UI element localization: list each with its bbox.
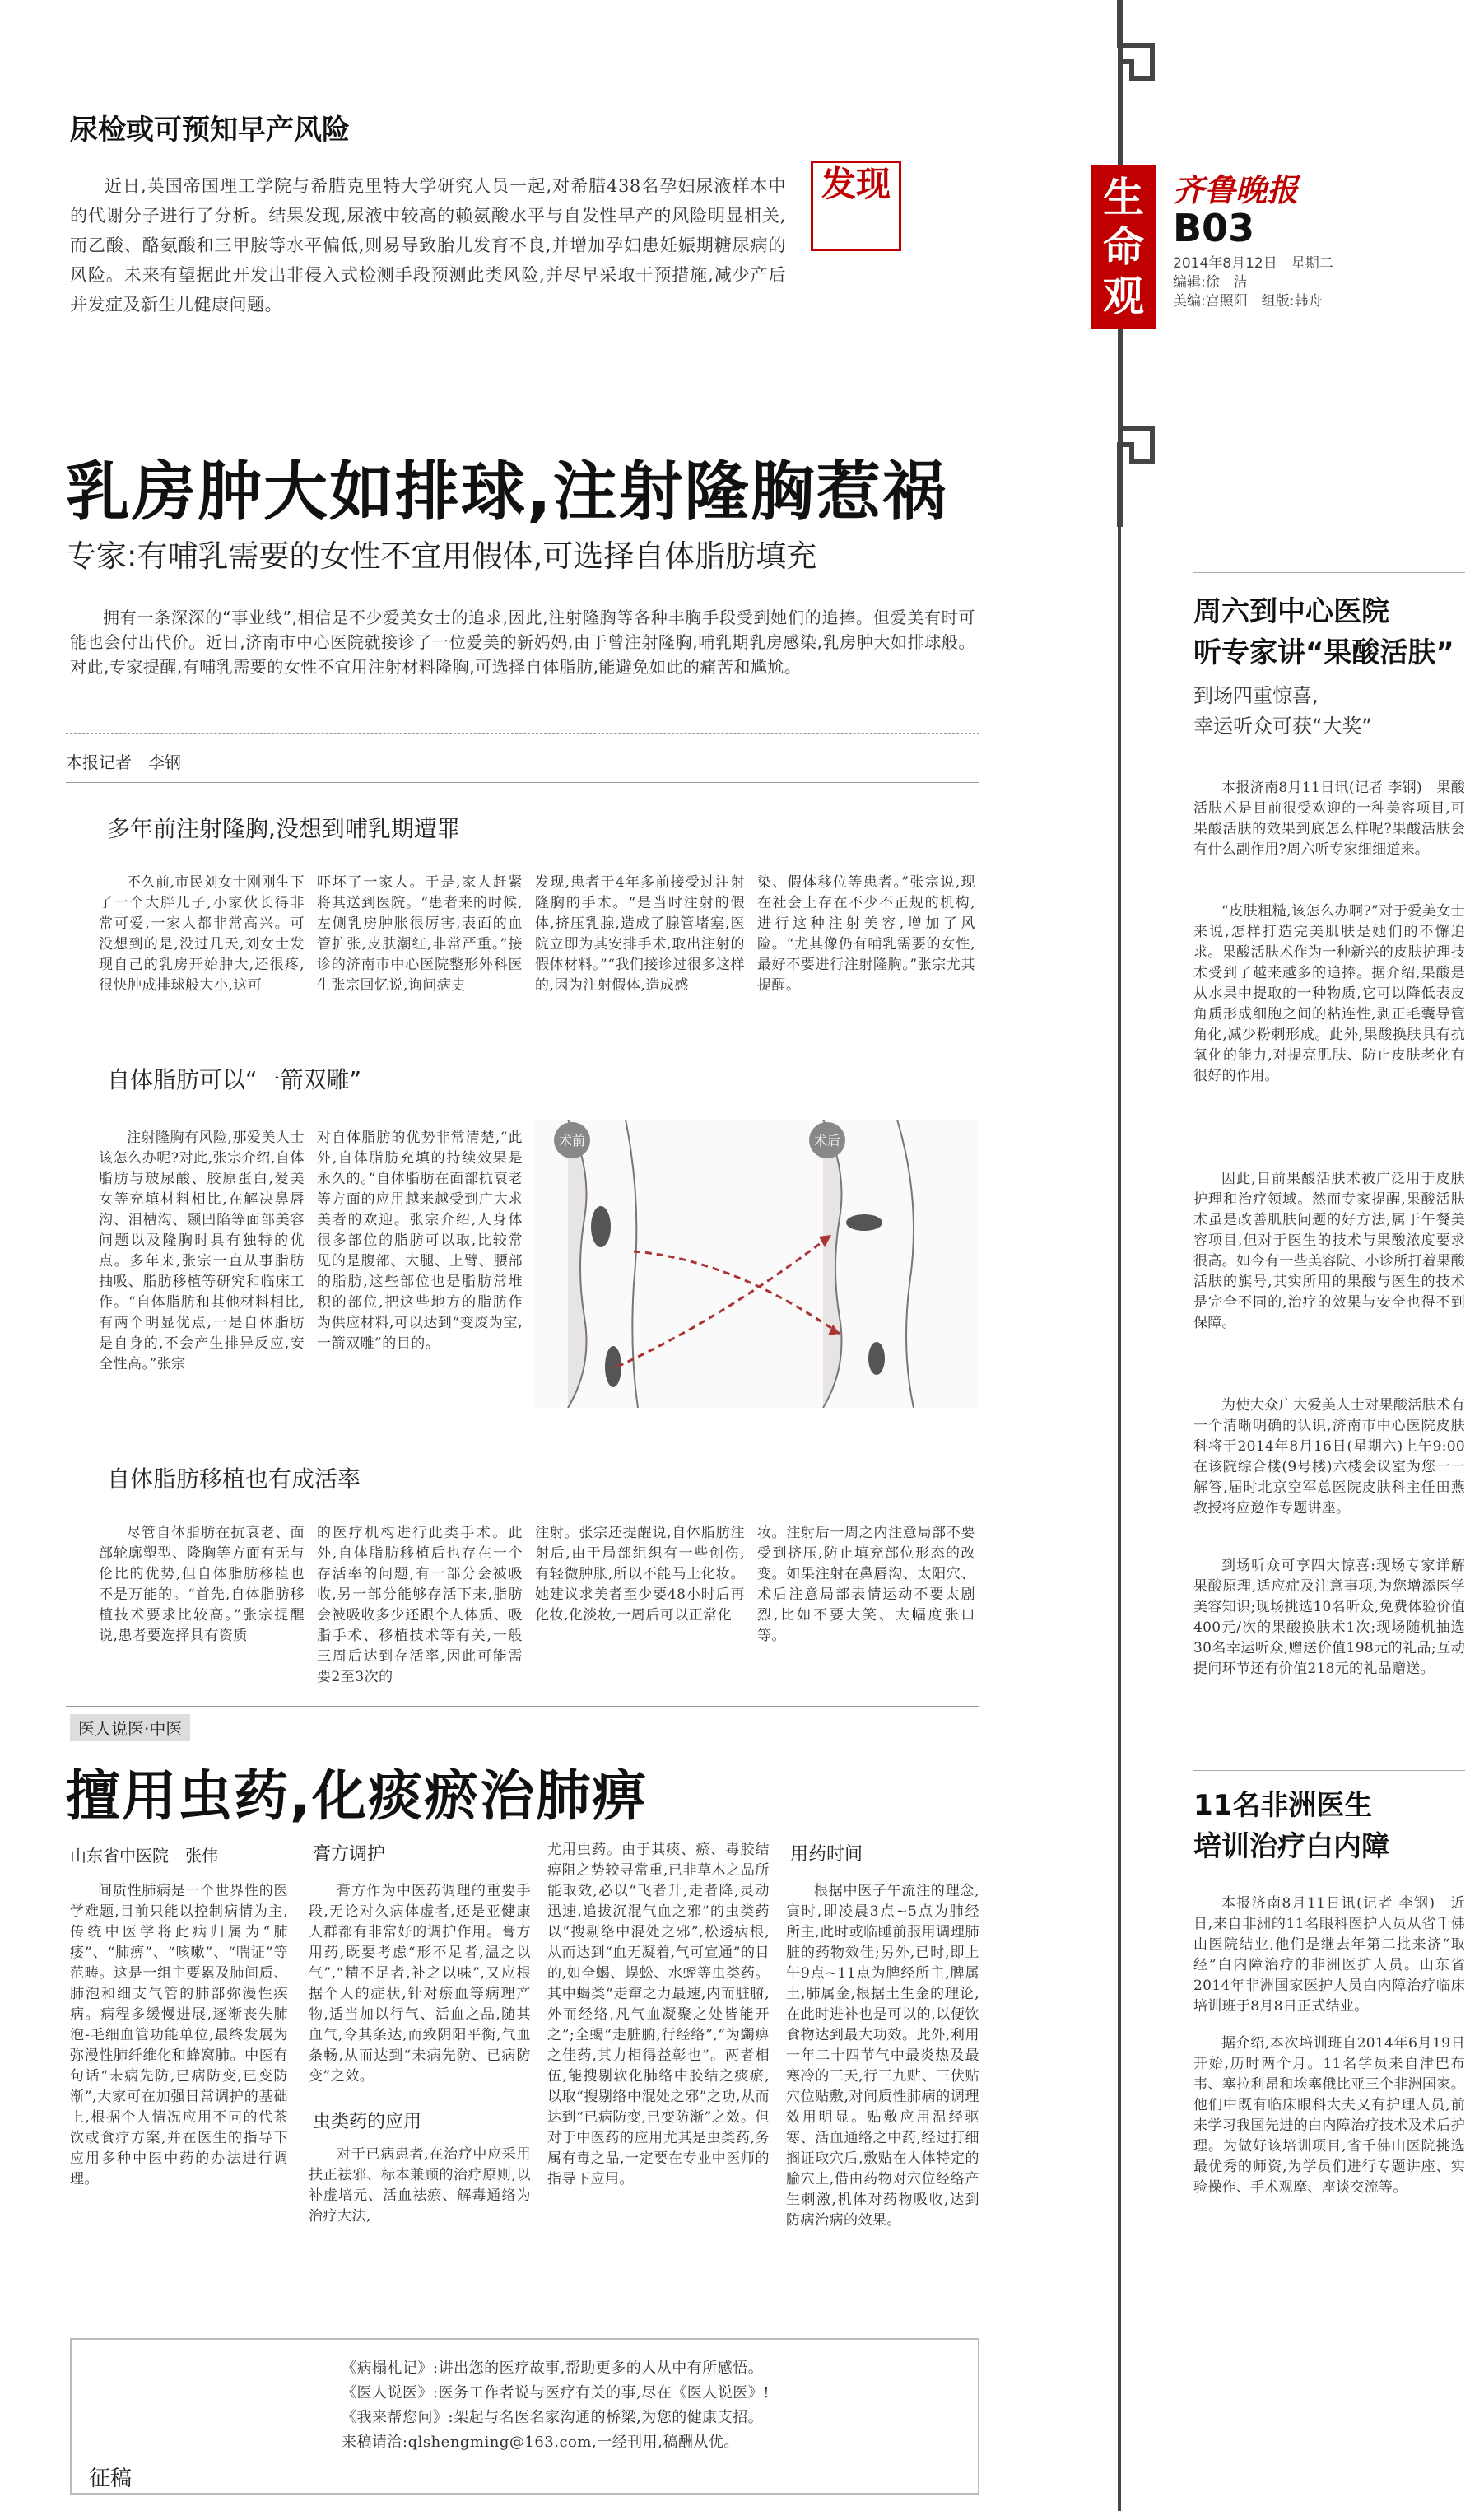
main-byline: 本报记者 李钢 <box>66 752 181 772</box>
section3-col1: 尽管自体脂肪在抗衰老、面部轮廓塑型、隆胸等方面有无与伦比的优势,但自体脂肪移植也不是万能的。“首先,自体脂肪移植技术要求比较高。”张宗提醒说,患者要选择具有资质 <box>99 1525 305 1644</box>
right1-body3: 因此,目前果酸活肤术被广泛用于皮肤护理和治疗领域。然而专家提醒,果酸活肤术虽是改善肌肤问题的好方法,属于午餐美容项目,但对于医生的技术与果酸浓度要求很高。如今有一些美容院、小诊所打着果酸活肤的旗号,其实所用的果酸与医生的技术是完全不同的,治疗的效果与安全也得不到保障。 <box>1193 1171 1465 1331</box>
call-line4: 来稿请洽:qlshengming@163.com,一经刊用,稿酬从优。 <box>342 2434 739 2451</box>
call-line3: 《我来帮您问》:架起与名医名家沟通的桥梁,为您的健康支招。 <box>342 2409 764 2426</box>
tcm-col1: 间质性肺病是一个世界性的医学难题,目前只能以控制病情为主,传统中医学将此病归属为“肺痿”、“肺痹”、“咳嗽”、“喘证”等范畴。这是一组主要累及肺间质、肺泡和细支气管的肺部弥漫性疾病。病程多缓慢进展,逐渐丧失肺泡-毛细血管功能单位,最终发展为弥漫性肺纤维化和蜂窝肺。中医有句话“未病先防,已病防变,已变防渐”,大家可在加强日常调护的基础上,根据个人情况应用不同的代茶饮或食疗方案,并在医生的指导下应用多种中医中药的办法进行调理。 <box>70 1883 288 2187</box>
divider <box>66 1706 979 1707</box>
tcm-subhead-timing: 用药时间 <box>790 1844 863 1865</box>
section2-col1: 注射隆胸有风险,那爱美人士该怎么办呢?对此,张宗介绍,自体脂肪与玻尿酸、胶原蛋白,爱美女等充填材料相比,在解决鼻唇沟、泪槽沟、颞凹陷等面部美容问题以及隆胸时具有独特的优点。多年来,张宗一直从事脂肪抽吸、脂肪移植等研究和临床工作。“自体脂肪和其他材料相比,有两个明显优点,一是自体脂肪是自身的,不会产生排异反应,安全性高。”张宗 <box>99 1130 305 1372</box>
section3-col3: 注射。张宗还提醒说,自体脂肪注射后,由于局部组织有一些创伤,有轻微肿胀,所以不能马上化妆。她建议求美者至少要48小时后再化妆,化淡妆,一周后可以正常化 <box>535 1525 745 1624</box>
page-number: B03 <box>1173 206 1255 250</box>
section1-col3: 发现,患者于4年多前接受过注射隆胸的手术。“是当时注射的假体,挤压乳腺,造成了腺管堵塞,医院立即为其安排手术,取出注射的假体材料。”“我们接诊过很多这样的,因为注射假体,造成感 <box>535 874 745 994</box>
tcm-tag: 医人说医·中医 <box>70 1714 190 1741</box>
section1-title: 多年前注射隆胸,没想到哺乳期遭罪 <box>107 815 460 842</box>
main-headline: 乳房肿大如排球,注射隆胸惹祸 <box>66 455 948 529</box>
discovery-tag: 发现 <box>821 164 891 204</box>
tcm-col4: 尤用虫药。由于其痰、瘀、毒胶结痹阻之势较寻常重,已非草木之品所能取效,必以“飞者升,走者降,灵动迅速,追拔沉混气血之邪”的虫类药以“搜剔络中混处之邪”,松透病根,从而达到“血无凝着,气可宣通”的目的,如全蝎、蜈蚣、水蛭等虫类药。其中蝎类“走窜之力最速,内而脏腑,外而经络,凡气血凝聚之处皆能开之”;全蝎“走脏腑,行经络”,“为蠲痹之佳药,其力相得益彰也”。两者相伍,能搜剔软化肺络中胶结之痰瘀,以取“搜剔络中混处之邪”之功,从而达到“已病防变,已变防渐”之效。但对于中医药的应用尤其是虫类药,务属有毒之品,一定要在专业中医师的指导下应用。 <box>547 1842 770 2187</box>
right1-body1: 本报济南8月11日讯(记者 李钢) 果酸活肤术是目前很受欢迎的一种美容项目,可果酸活肤的效果到底怎么样呢?果酸活肤会有什么副作用?周六听专家细细道来。 <box>1193 780 1465 858</box>
call-line1: 《病榻札记》:讲出您的医疗故事,帮助更多的人从中有所感悟。 <box>342 2360 764 2377</box>
right2-title-line1: 11名非洲医生 <box>1193 1789 1373 1822</box>
section1-col1: 不久前,市民刘女士刚刚生下了一个大胖儿子,小家伙长得非常可爱,一家人都非常高兴。可没想到的是,没过几天,刘女士发现自己的乳房开始肿大,还很疼,很快肿成排球般大小,这可 <box>99 874 305 994</box>
section1-col4: 染、假体移位等患者。”张宗说,现在社会上存在不少不正规的机构,进行这种注射美容,增加了风险。“尤其像仍有哺乳需要的女性,最好不要进行注射隆胸。”张宗尤其提醒。 <box>757 874 975 994</box>
main-subhead: 专家:有哺乳需要的女性不宜用假体,可选择自体脂肪填充 <box>66 538 817 574</box>
figure-after-label: 术后 <box>813 1133 840 1148</box>
right1-body4: 为使大众广大爱美人士对果酸活肤术有一个清晰明确的认识,济南市中心医院皮肤科将于2014年8月16日(星期六)上午9:00在该院综合楼(9号楼)六楼会议室为您一一解答,届时北京空军总医院皮肤科主任田燕教授将应邀作专题讲座。 <box>1193 1397 1465 1516</box>
divider <box>66 733 979 734</box>
main-lead: 拥有一条深深的“事业线”,相信是不少爱美女士的追求,因此,注射隆胸等各种丰胸手段受到她们的追捧。但爱美有时可能也会付出代价。近日,济南市中心医院就接诊了一位爱美的新妈妈,由于曾注射隆胸,哺乳期乳房感染,乳房肿大如排球般。对此,专家提醒,有哺乳需要的女性不宜用注射材料隆胸,可选择自体脂肪,能避免如此的痛苦和尴尬。 <box>70 608 975 677</box>
editor: 编辑:徐 洁 <box>1173 274 1248 291</box>
divider <box>1193 572 1465 573</box>
right2-title-line2: 培训治疗白内障 <box>1193 1830 1389 1863</box>
tcm-byline: 山东省中医院 张伟 <box>70 1846 218 1866</box>
section3-col2: 的医疗机构进行此类手术。此外,自体脂肪移植后也存在一个存活率的问题,有一部分会被吸收,另一部分能够存活下来,脂肪会被吸收多少还跟个人体质、吸脂手术、移植技术等有关,一般三周后达到存活率,因此可能需要2至3次的 <box>317 1525 523 1685</box>
divider <box>1193 1770 1465 1771</box>
section3-title: 自体脂肪移植也有成活率 <box>107 1465 361 1493</box>
right1-title-line1: 周六到中心医院 <box>1193 595 1389 628</box>
tcm-col2: 膏方作为中医药调理的重要手段,无论对久病体虚者,还是亚健康人群都有非常好的调护作用。膏方用药,既要考虑“形不足者,温之以气”,“精不足者,补之以味”,又应根据个人的症状,针对瘀血等病理产物,适当加以行气、活血之品,随其血气,令其条达,而致阴阳平衡,气血条畅,从而达到“未病先防、已病防变”之效。 <box>309 1883 531 2085</box>
divider <box>66 782 979 783</box>
right2-body2: 据介绍,本次培训班自2014年6月19日开始,历时两个月。11名学员来自津巴布韦、塞拉利昂和埃塞俄比亚三个非洲国家。他们中既有临床眼科大夫又有护理人员,前来学习我国先进的白内障治疗技术及术后护理。为做好该培训项目,省千佛山医院挑选最优秀的师资,为学员们进行专题讲座、实验操作、手术观摩、座谈交流等。 <box>1193 2035 1465 2196</box>
figure-before-label: 术前 <box>558 1133 585 1148</box>
section1-col2: 吓坏了一家人。于是,家人赶紧将其送到医院。“患者来的时候,左侧乳房肿胀很厉害,表面的血管扩张,皮肤潮红,非常严重。”接诊的济南市中心医院整形外科医生张宗回忆说,询问病史 <box>317 874 523 994</box>
discovery-title: 尿检或可预知早产风险 <box>70 114 350 147</box>
section-label: 生命观 <box>1091 165 1156 329</box>
tcm-subhead-gaofang: 膏方调护 <box>313 1844 386 1865</box>
right1-sub-line2: 幸运听众可获“大奖” <box>1193 715 1372 738</box>
tcm-headline: 擅用虫药,化痰瘀治肺痹 <box>66 1764 649 1828</box>
column-divider <box>1118 428 1121 2511</box>
right1-sub-line1: 到场四重惊喜, <box>1193 684 1319 707</box>
section2-title: 自体脂肪可以“一箭双雕” <box>107 1066 362 1093</box>
call-label: 征稿 <box>82 2462 138 2492</box>
surgery-figure <box>535 1120 979 1408</box>
discovery-body: 近日,英国帝国理工学院与希腊克里特大学研究人员一起,对希腊438名孕妇尿液样本中的代谢分子进行了分析。结果发现,尿液中较高的赖氨酸水平与自发性早产的风险明显相关,而乙酸、酪氨酸和三甲胺等水平偏低,则易导致胎儿发育不良,并增加孕妇患妊娠期糖尿病的风险。未来有望据此开发出非侵入式检测手段预测此类风险,并尽早采取干预措施,减少产后并发症及新生儿健康问题。 <box>70 176 786 314</box>
section3-col4: 妆。注射后一周之内注意局部不要受到挤压,防止填充部位形态的改变。如果注射在鼻唇沟、太阳穴、术后注意局部表情运动不要太剧烈,比如不要大笑、大幅度张口等。 <box>757 1525 975 1644</box>
right1-body5: 到场听众可享四大惊喜:现场专家详解果酸原理,适应症及注意事项,为您增添医学美容知识;现场挑选10名听众,免费体验价值400元/次的果酸换肤术1次;现场随机抽选30名幸运听众,赠送价值198元的礼品;互动提问环节还有价值218元的礼品赠送。 <box>1193 1558 1465 1677</box>
tcm-subhead-insect: 虫类药的应用 <box>313 2112 422 2132</box>
paper-logo: 齐鲁晚报 <box>1173 171 1299 208</box>
designer: 美编:宫照阳 组版:韩舟 <box>1173 293 1323 310</box>
date: 2014年8月12日 星期二 <box>1173 255 1333 272</box>
right2-body1: 本报济南8月11日讯(记者 李钢) 近日,来自非洲的11名眼科医护人员从省千佛山医院结业,他们是继去年第二批来济“取经”白内障治疗的非洲医护人员。山东省2014年非洲国家医护人员白内障治疗临床培训班于8月8日正式结业。 <box>1193 1895 1465 2015</box>
section2-col2: 对自体脂肪的优势非常清楚,“此外,自体脂肪充填的持续效果是永久的。”自体脂肪在面部抗衰老等方面的应用越来越受到广大求美者的欢迎。张宗介绍,人身体很多部位的脂肪可以取,比较常见的是腹部、大腿、上臂、腰部的脂肪,这些部位也是脂肪常堆积的部位,把这些地方的脂肪作为供应材料,可以达到“变废为宝,一箭双雕”的目的。 <box>317 1130 523 1352</box>
call-line2: 《医人说医》:医务工作者说与医疗有关的事,尽在《医人说医》! <box>342 2384 770 2402</box>
right1-body2: “皮肤粗糙,该怎么办啊?”对于爱美女士来说,怎样打造完美肌肤是她们的不懈追求。果酸活肤术作为一种新兴的皮肤护理技术受到了越来越多的追捧。据介绍,果酸是从水果中提取的一种物质,它可以降低表皮角质形成细胞之间的粘连性,剥正毛囊导管角化,减少粉刺形成。此外,果酸换肤具有抗氧化的能力,对提亮肌肤、防止皮肤老化有很好的作用。 <box>1193 903 1465 1084</box>
right1-title-line2: 听专家讲“果酸活肤” <box>1193 636 1454 669</box>
tcm-col5: 根据中医子午流注的理念,寅时,即凌晨3点~5点为肺经所主,此时或临睡前服用调理肺脏的药物效佳;另外,已时,即上午9点~11点为脾经所主,脾属土,肺属金,根据土生金的理论,在此时进补也是可以的,以便饮食物达到最大功效。此外,利用一年二十四节气中最炎热及最寒冷的三天,行三九贴、三伏贴穴位贴敷,对间质性肺病的调理效用明显。贴敷应用温经驱寒、活血通络之中药,经过打细搁证取穴后,敷贴在人体特定的腧穴上,借由药物对穴位经络产生刺激,机体对药物吸收,达到防病治病的效果。 <box>786 1883 979 2229</box>
tcm-col3: 对于已病患者,在治疗中应采用扶正祛邪、标本兼顾的治疗原则,以补虚培元、活血祛瘀、解毒通络为治疗大法, <box>309 2146 531 2224</box>
